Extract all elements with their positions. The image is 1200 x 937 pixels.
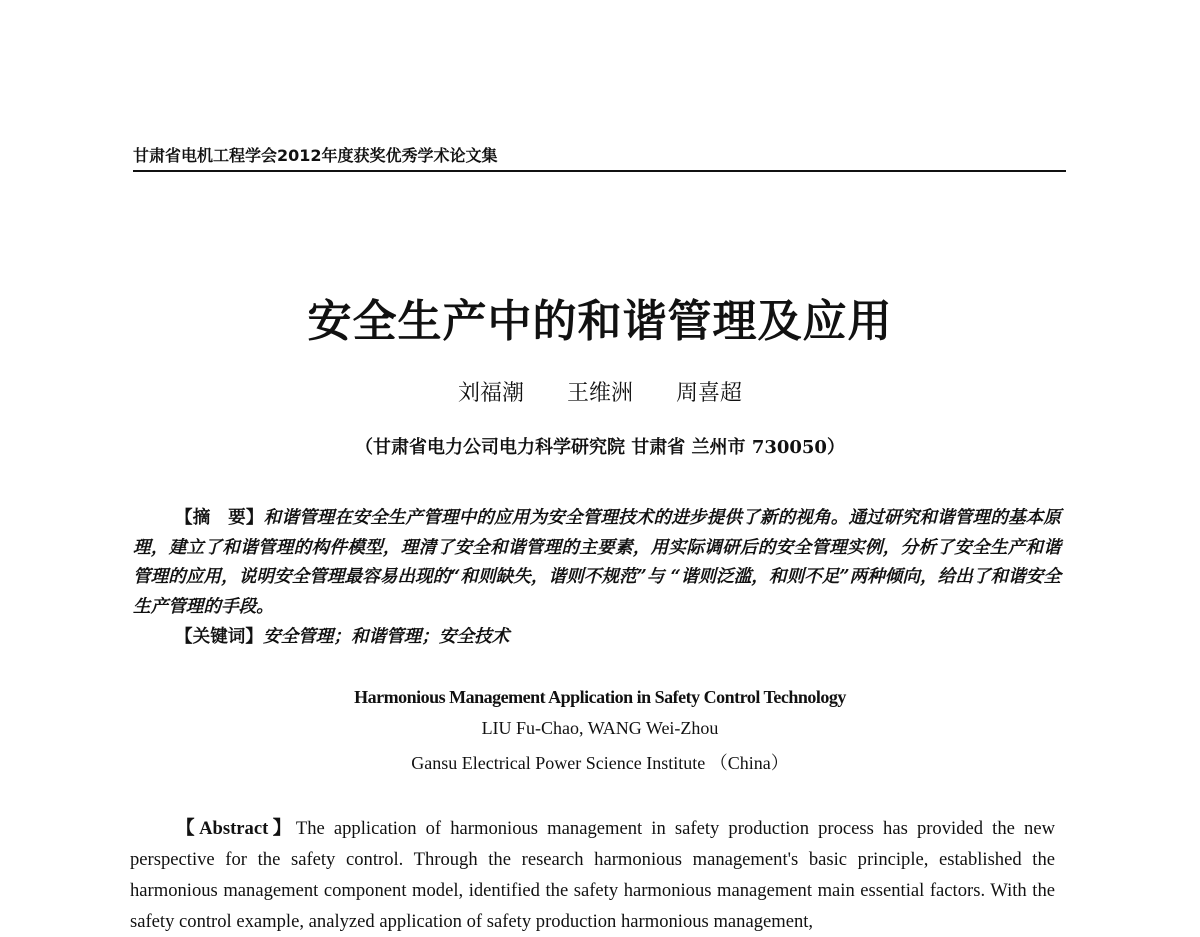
keywords-cn-text: 安全管理；和谐管理；安全技术 <box>262 626 510 647</box>
author-1: 刘福潮 <box>457 381 524 406</box>
running-title: 甘肃省电机工程学会2012年度获奖优秀学术论文集 <box>133 146 498 165</box>
author-list <box>0 376 1200 407</box>
abstract-en-label: 【Abstract】 <box>176 818 296 839</box>
abstract-en-text: The application of harmonious management in safety production process has provided the new perspective for the safety control. Through the research harmonious management's basic principle, established the harmonious management component model, identified the safety harmonious management main essential factors. With the safety control example, analyzed application of safety production harmonious management, <box>130 818 1055 932</box>
abstract-en <box>130 813 1055 937</box>
keywords-cn <box>175 623 509 648</box>
author-3: 周喜超 <box>676 381 743 406</box>
author-2: 王维洲 <box>566 381 633 406</box>
english-title: Harmonious Management Application in Safety Control Technology <box>354 687 846 707</box>
running-header <box>133 143 1066 172</box>
keywords-cn-label: 【关键词】 <box>175 626 263 647</box>
english-affiliation: Gansu Electrical Power Science Institute （China） <box>411 753 789 773</box>
abstract-cn-label: 【摘 要】 <box>175 507 264 528</box>
abstract-cn <box>133 503 1061 621</box>
english-authors: LIU Fu-Chao, WANG Wei-Zhou <box>481 718 719 738</box>
affiliation: （甘肃省电力公司电力科学研究院 甘肃省 兰州市 730050） <box>355 437 845 458</box>
paper-title: 安全生产中的和谐管理及应用 <box>307 296 893 347</box>
abstract-cn-text: 和谐管理在安全生产管理中的应用为安全管理技术的进步提供了新的视角。通过研究和谐管理的基本原理，建立了和谐管理的构件模型，理清了安全和谐管理的主要素，用实际调研后的安全管理实例，分析了安全生产和谐管理的应用，说明安全管理最容易出现的“和则缺失，谐则不规范”与 “谐则泛滥，和则不足”两种倾向，给出了和谐安全生产管理的手段。 <box>133 507 1061 617</box>
